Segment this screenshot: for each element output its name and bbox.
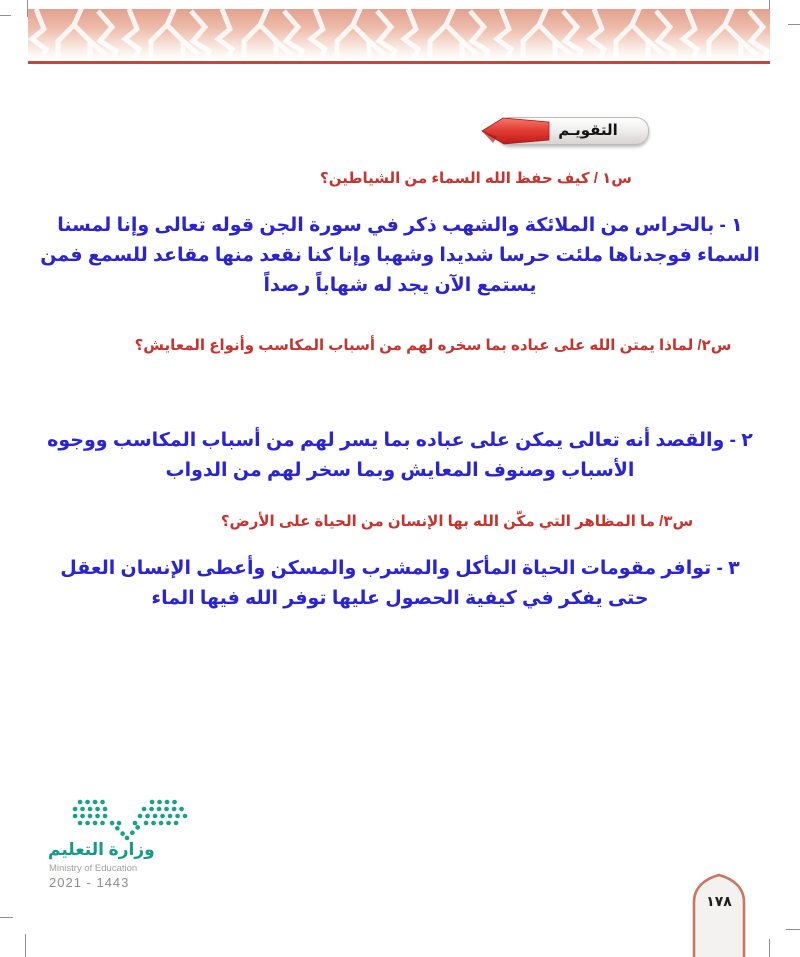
crop-mark [788,24,800,25]
crop-mark [0,15,11,16]
crop-mark [25,934,26,957]
ministry-name-english: Ministry of Education [49,863,138,874]
ministry-logo-dots-icon [72,798,190,842]
evaluation-label: التقويـم [558,122,618,139]
crop-mark [769,939,770,957]
evaluation-tag [477,114,651,148]
answer-1: ١ - بالحراس من الملائكة والشهب ذكر في سورة الجن قوله تعالى وإنا لمسنا السماء فوجدناها ملئت حرسا شديدا وشهبا وإنا كنا نقعد منها مقاعد للسمع فمن يستمع الآن يجد له شهاباً رصداً [40,215,760,296]
answer-3: ٣ - توافر مقومات الحياة المأكل والمشرب والمسكن وأعطى الإنسان العقل حتى يفكر في كيفية الحصول عليها توفر الله فيها الماء [60,558,740,609]
arch-shape-icon [691,872,747,957]
answer-2: ٢ - والقصد أنه تعالى يمكن على عباده بما يسر لهم من أسباب المكاسب ووجوه الأسباب وصنوف المعايش وبما سخر لهم من الدواب [47,430,753,481]
question-1: س١ / كيف حفظ الله السماء من الشياطين؟ [320,170,632,187]
red-arrow-icon [477,115,551,147]
page-number-arch [691,872,747,957]
ministry-name-arabic: وزارة التعليم [48,840,155,859]
header-ornament-band [28,9,770,59]
question-3: س٣/ ما المظاهر التي مكّن الله بها الإنسان من الحياة على الأرض؟ [220,513,694,530]
ministry-years: 2021 - 1443 [49,875,130,890]
question-2: س٢/ لماذا يمتن الله على عباده بما سخره لهم من أسباب المكاسب وأنواع المعايش؟ [134,337,732,354]
crop-mark [0,917,13,918]
ministry-logo [44,796,224,896]
crop-mark [786,929,800,930]
header-rule [28,61,770,64]
page-number: ١٧٨ [706,893,732,909]
geometric-pattern-icon [28,9,770,59]
